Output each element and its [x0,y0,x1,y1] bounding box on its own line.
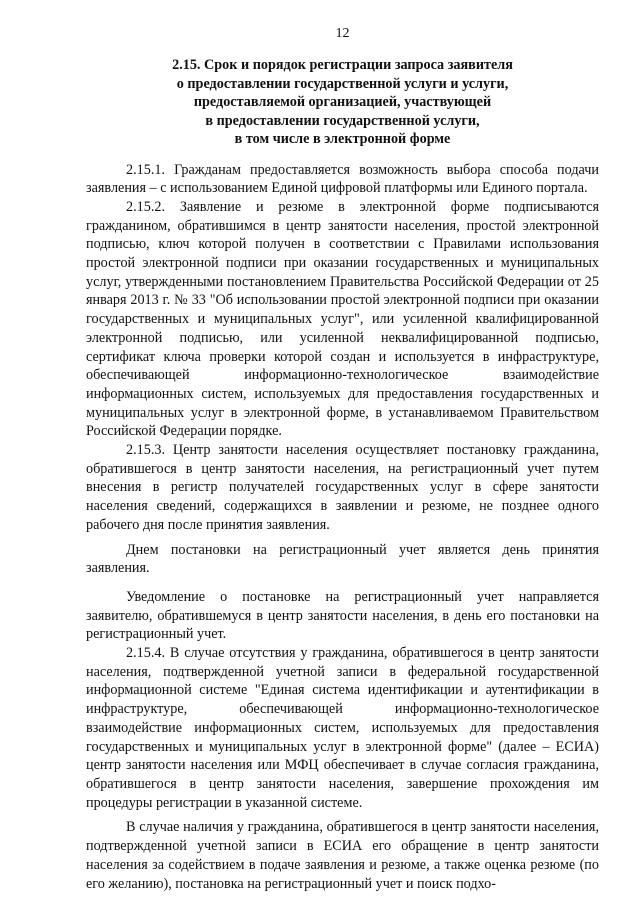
paragraph-notification: Уведомление о постановке на регистрационный учет направляется заявителю, обратившемуся в центр занятости населения, в день его постановки на регистрационный учет. [86,588,599,643]
paragraph-esia-account: В случае наличия у гражданина, обратившегося в центр занятости населения, подтвержденной учетной записи в ЕСИА его обращение в центр занятости населения за содействием в подаче заявления и резюме, а также оценка резюме (по его желанию), постановка на регистрационный учет и поиск подхо- [86,819,599,892]
paragraph-registration-day: Днем постановки на регистрационный учет является день принятия заявления. [86,541,599,577]
paragraph-2-15-3: 2.15.3. Центр занятости населения осуществляет постановку гражданина, обратившегося в центр занятости населения, на регистрационный учет путем внесения в регистр получателей государственных услуг в сфере занятости населения сведений, содержащихся в заявлении и резюме, не позднее одного рабочего дня после принятия заявления. [86,442,599,533]
paragraph-2-15-4: 2.15.4. В случае отсутствия у гражданина, обратившегося в центр занятости населения, подтвержденной учетной записи в федеральной государственной информационной системе "Единая система идентификации и аутентификации в инфраструктуре, обеспечивающей информационно-технологическое взаимодействие информационных систем, используемых для предоставления государственных и муниципальных услуг в электронной форме" (далее – ЕСИА) центр занятости населения или МФЦ обеспечивает в случае согласия гражданина, обратившегося в центр занятости населения, завершение прохождения им процедуры регистрации в указанной системе. [86,645,599,811]
section-heading-line: в предоставлении государственной услуги, [205,112,480,129]
section-heading-line: предоставляемой организацией, участвующей [193,94,492,110]
section-heading-line: 2.15. Срок и порядок регистрации запроса заявителя [172,57,513,73]
page-number: 12 [335,26,350,41]
document-body [86,161,599,894]
paragraph-2-15-1: 2.15.1. Гражданам предоставляется возможность выбора способа подачи заявления – с использованием Единой цифровой платформы или Единого портала. [86,161,599,197]
section-heading-line: в том числе в электронной форме [234,131,451,147]
paragraph-2-15-2: 2.15.2. Заявление и резюме в электронной форме подписываются гражданином, обратившимся в центр занятости населения, простой электронной подписью, ключ которой получен в соответствии с Правилами использования простой электронной подписи при оказании государственных и муниципальных услуг, утвержденными постановлением Правительства Российской Федерации от 25 января 2013 г. № 33 "Об использовании простой электронной подписи при оказании государственных и муниципальных услуг", или усиленной квалифицированной электронной подписью, или усиленной неквалифицированной подписью, сертификат ключа проверки которой создан и используется в инфраструктуре, обеспечивающей информационно-технологическое взаимодействие информационных систем, используемых для предоставления государственных и муниципальных услуг в электронной форме, в устанавливаемом Правительством Российской Федерации порядке. [86,198,599,440]
section-heading [86,56,599,149]
section-heading-line: о предоставлении государственной услуги и услуги, [176,75,509,92]
